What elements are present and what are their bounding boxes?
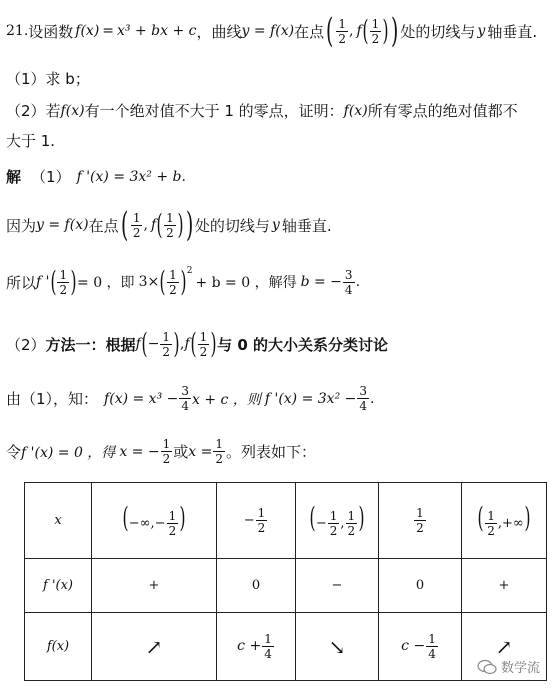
math-f: f bbox=[150, 217, 157, 233]
fraction-3-4 bbox=[343, 269, 355, 296]
math-three: 3× bbox=[138, 274, 160, 290]
fraction-half bbox=[213, 438, 225, 465]
den: 2 bbox=[169, 282, 177, 297]
num: 1 bbox=[257, 506, 266, 520]
question-number: 21. bbox=[6, 23, 29, 39]
math-f: f bbox=[356, 23, 362, 39]
method-prefix: （2） bbox=[6, 335, 46, 354]
c-plus: c + bbox=[237, 638, 262, 654]
sign-table bbox=[24, 482, 547, 681]
num: 3 bbox=[344, 267, 353, 282]
den: 4 bbox=[428, 647, 436, 661]
c-minus: c − bbox=[401, 638, 426, 654]
question-part-2 bbox=[6, 100, 518, 121]
minus: − bbox=[315, 516, 327, 531]
interval-cell: (− $\frac{1}{2}$ , $\frac{1}{2}$ ) bbox=[296, 483, 379, 559]
sign-cell: + bbox=[92, 559, 217, 613]
question-text: 在点 bbox=[294, 22, 325, 41]
fraction-half bbox=[131, 212, 143, 239]
den: 2 bbox=[257, 521, 266, 535]
paren-open: ( bbox=[156, 208, 163, 241]
solution-line-3 bbox=[6, 265, 361, 298]
fraction-half bbox=[164, 212, 176, 239]
fraction-half bbox=[346, 510, 358, 537]
math-y: y bbox=[477, 23, 486, 39]
paren-close: ) bbox=[185, 205, 193, 245]
solution-text: 在点 bbox=[88, 216, 119, 235]
num: 1 bbox=[264, 632, 272, 646]
period: . bbox=[181, 168, 186, 185]
solution-line-4 bbox=[6, 385, 374, 412]
math-curve: y = f(x) bbox=[36, 217, 89, 233]
num: 1 bbox=[329, 509, 338, 523]
minus: − bbox=[147, 336, 160, 352]
question-part-1: （1）求 b； bbox=[6, 70, 90, 88]
num: 1 bbox=[132, 210, 141, 225]
solution-text: 所以 bbox=[6, 273, 37, 292]
pos-inf: +∞ bbox=[502, 516, 524, 531]
solution-line-5 bbox=[6, 438, 316, 465]
question-part-2-cont: 大于 1. bbox=[6, 132, 56, 150]
critical-cell bbox=[217, 483, 296, 559]
minus: − bbox=[154, 516, 166, 531]
fraction-half bbox=[198, 331, 210, 358]
fraction-half bbox=[57, 269, 69, 296]
den: 2 bbox=[162, 344, 171, 359]
sign-cell: 0 bbox=[217, 559, 296, 613]
math-x-pos: x = bbox=[188, 443, 213, 460]
num: 1 bbox=[428, 632, 436, 646]
math-eq-zero: = 0 ，即 bbox=[77, 275, 135, 291]
fraction-half bbox=[256, 507, 268, 534]
math-solve: + b = 0 ，解得 bbox=[195, 275, 297, 291]
den: 2 bbox=[416, 521, 424, 535]
den: 2 bbox=[347, 524, 356, 538]
paren-open: ( bbox=[159, 265, 166, 298]
paren-close: ) bbox=[177, 208, 184, 241]
num: 1 bbox=[487, 509, 495, 523]
paren-close: ) bbox=[173, 327, 180, 360]
solution-text: 轴垂直. bbox=[281, 216, 332, 235]
comma: , bbox=[348, 23, 354, 39]
num: 1 bbox=[169, 267, 177, 282]
paren-open: ( bbox=[326, 11, 334, 51]
fraction-1-4 bbox=[262, 633, 274, 660]
wechat-icon bbox=[477, 659, 497, 675]
num: 1 bbox=[199, 329, 208, 344]
fraction-half bbox=[328, 510, 340, 537]
math-poly bbox=[117, 23, 196, 39]
fraction-1-4 bbox=[426, 633, 438, 660]
comma: , bbox=[143, 217, 148, 233]
fraction-half bbox=[167, 510, 179, 537]
math-curve: y = f(x) bbox=[241, 23, 295, 39]
solution-text: 处的切线与 bbox=[194, 216, 270, 235]
solution-text: 令 bbox=[6, 443, 22, 461]
den: 4 bbox=[264, 647, 272, 661]
den: 2 bbox=[487, 524, 495, 538]
paren-open: ( bbox=[309, 501, 316, 534]
paren-open: ( bbox=[362, 14, 369, 47]
method-heading bbox=[6, 327, 389, 360]
question-text: 处的切线与 bbox=[400, 22, 476, 41]
paren-open: ( bbox=[120, 205, 128, 245]
paren-close: ) bbox=[524, 501, 531, 534]
row-header-fprime: f '(x) bbox=[25, 559, 92, 613]
solution-text: 。列表如下： bbox=[225, 443, 316, 461]
num: 1 bbox=[168, 509, 177, 523]
math-fprime: f ' bbox=[36, 274, 50, 290]
den: 2 bbox=[338, 31, 346, 46]
solution-line-2 bbox=[6, 205, 332, 245]
row-header-f: f(x) bbox=[25, 613, 92, 681]
sign-cell: + bbox=[462, 559, 547, 613]
paren-open: ( bbox=[477, 501, 484, 534]
num: 1 bbox=[215, 437, 223, 451]
exponent: 2 bbox=[186, 266, 193, 276]
table-row-fprime bbox=[25, 559, 547, 613]
question-line-1 bbox=[6, 11, 538, 51]
num: 3 bbox=[181, 384, 190, 398]
interval-cell: ( $\frac{1}{2}$ ,+∞) bbox=[462, 483, 547, 559]
period: . bbox=[370, 390, 375, 407]
increasing-arrow-icon: ↗ bbox=[92, 613, 217, 681]
den: 2 bbox=[166, 225, 174, 240]
den: 2 bbox=[168, 524, 177, 538]
den: 2 bbox=[59, 282, 68, 297]
math-let: f '(x) = 0 ，得 bbox=[21, 444, 116, 461]
num: 1 bbox=[59, 267, 68, 282]
period: . bbox=[355, 274, 361, 290]
paren-open: ( bbox=[49, 265, 56, 298]
fraction-half bbox=[167, 269, 179, 296]
den: 2 bbox=[329, 524, 338, 538]
sign-cell: − bbox=[296, 559, 379, 613]
question-text: 轴垂直. bbox=[487, 22, 538, 41]
den: 4 bbox=[344, 282, 353, 297]
math-y: y bbox=[271, 217, 280, 233]
table-row-f bbox=[25, 613, 547, 681]
solution-text: 因为 bbox=[6, 216, 37, 235]
num: 3 bbox=[359, 384, 368, 398]
question-text: ，曲线 bbox=[196, 22, 242, 41]
math-c: x + c ，则 bbox=[192, 391, 261, 408]
fraction-half bbox=[161, 438, 173, 465]
den: 4 bbox=[181, 399, 190, 413]
paren-close: ) bbox=[382, 14, 389, 47]
method-text: 方法一：根据 bbox=[45, 335, 136, 354]
den: 2 bbox=[199, 344, 208, 359]
math-fprime-def: f '(x) = 3x² − bbox=[264, 390, 357, 407]
math-eq: = bbox=[102, 23, 115, 39]
math-fx: f(x) bbox=[343, 102, 368, 119]
watermark bbox=[477, 657, 540, 676]
math-fx: f(x) bbox=[75, 23, 100, 39]
solution-text: 由（1），知： bbox=[6, 390, 99, 408]
num: 1 bbox=[347, 509, 356, 523]
fraction-half bbox=[370, 18, 382, 45]
minus: − bbox=[243, 513, 255, 528]
math-f: f bbox=[184, 336, 190, 352]
watermark-text: 数学流 bbox=[500, 661, 540, 676]
sign-cell: 0 bbox=[379, 559, 462, 613]
den: 2 bbox=[132, 225, 141, 240]
num: 1 bbox=[338, 16, 346, 31]
neg-inf: −∞ bbox=[128, 516, 151, 531]
question-text: 设函数 bbox=[28, 22, 74, 41]
min-value-cell bbox=[379, 613, 462, 681]
paren-open: ( bbox=[190, 327, 197, 360]
fraction-half bbox=[160, 331, 172, 358]
math-fx: f(x) bbox=[60, 102, 85, 119]
den: 4 bbox=[359, 399, 368, 413]
fraction-half bbox=[414, 507, 426, 534]
den: 2 bbox=[162, 452, 171, 466]
row-header-x: x bbox=[25, 483, 92, 559]
comma: , bbox=[180, 336, 185, 352]
paren-close: ) bbox=[180, 265, 187, 298]
paren-open: ( bbox=[141, 327, 148, 360]
solution-text: 或 bbox=[173, 443, 189, 461]
num: 1 bbox=[416, 506, 424, 520]
fraction-3-4 bbox=[179, 385, 191, 412]
interval-cell: (−∞,− $\frac{1}{2}$ ) bbox=[92, 483, 217, 559]
paren-close: ) bbox=[358, 501, 365, 534]
fraction-3-4 bbox=[357, 385, 369, 412]
paren-close: ) bbox=[179, 501, 186, 534]
paren-close: ) bbox=[210, 327, 217, 360]
math-poly-text: x³ + bx + c bbox=[117, 23, 197, 39]
num: 1 bbox=[371, 16, 380, 31]
den: 2 bbox=[371, 31, 380, 46]
paren-open: ( bbox=[122, 501, 129, 534]
question-text: 有一个绝对值不大于 1 的零点，证明： bbox=[84, 102, 344, 120]
decreasing-arrow-icon: ↘ bbox=[296, 613, 379, 681]
math-f: f bbox=[135, 336, 141, 352]
math-fx-def: f(x) = x³ − bbox=[104, 390, 179, 407]
solution-line-1 bbox=[6, 166, 186, 187]
paren-close: ) bbox=[70, 265, 77, 298]
question-text: 所有零点的绝对值都不 bbox=[367, 102, 518, 120]
table-row-x bbox=[25, 483, 547, 559]
math-x-neg: x = − bbox=[119, 443, 160, 460]
solution-label: 解 bbox=[6, 168, 22, 186]
num: 1 bbox=[166, 210, 174, 225]
paren-close: ) bbox=[391, 11, 399, 51]
question-text: （2）若 bbox=[6, 102, 61, 120]
critical-cell bbox=[379, 483, 462, 559]
math-derivative: f '(x) = 3x² + b bbox=[76, 168, 182, 185]
fraction-half bbox=[336, 18, 348, 45]
den: 2 bbox=[215, 452, 223, 466]
num: 1 bbox=[162, 437, 171, 451]
fraction-half bbox=[485, 510, 497, 537]
num: 1 bbox=[162, 329, 171, 344]
increasing-arrow-icon: ↗ bbox=[462, 613, 547, 681]
max-value-cell bbox=[217, 613, 296, 681]
solution-part: （1） bbox=[31, 168, 71, 186]
math-b: b = − bbox=[300, 274, 342, 290]
method-suffix: 与 0 的大小关系分类讨论 bbox=[217, 335, 389, 354]
